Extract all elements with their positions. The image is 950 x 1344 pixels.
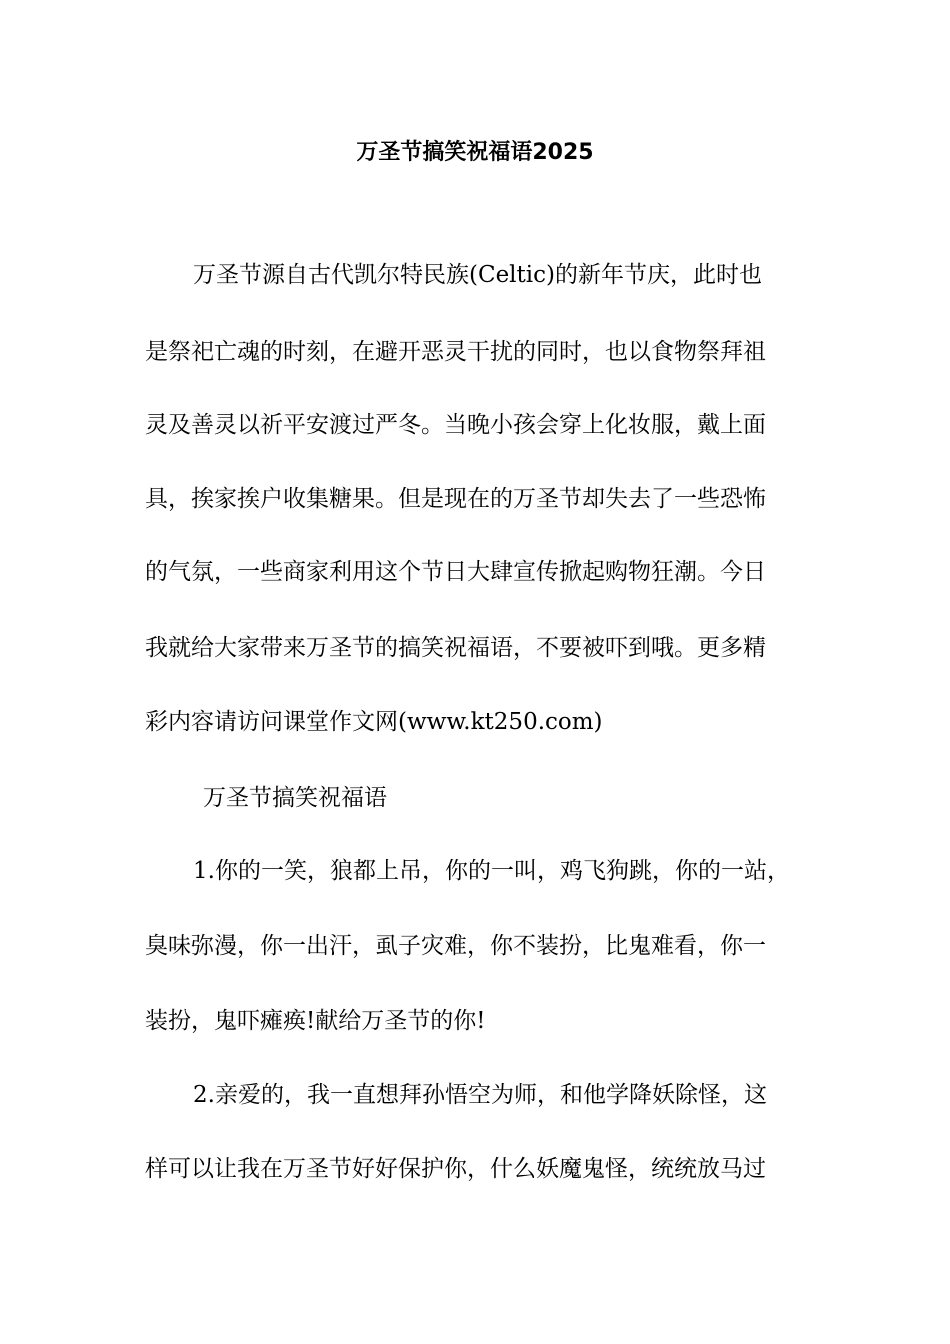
intro-line-6: 我就给大家带来万圣节的搞笑祝福语，不要被吓到哦。更多精: [145, 635, 766, 661]
intro-line-4: 具，挨家挨户收集糖果。但是现在的万圣节却失去了一些恐怖: [145, 486, 766, 512]
intro-line-2: 是祭祀亡魂的时刻，在避开恶灵干扰的同时，也以食物祭拜祖: [145, 339, 766, 365]
item2-line-2: 样可以让我在万圣节好好保护你，什么妖魔鬼怪，统统放马过: [145, 1156, 766, 1182]
document-title: 万圣节搞笑祝福语2025: [356, 140, 594, 165]
intro-line-1: 万圣节源自古代凯尔特民族(Celtic)的新年节庆，此时也: [193, 262, 762, 288]
item1-line-1: 1.你的一笑，狼都上吊，你的一叫，鸡飞狗跳，你的一站，: [193, 858, 790, 884]
intro-line-7: 彩内容请访问课堂作文网(www.kt250.com): [145, 709, 603, 735]
section-subheading: 万圣节搞笑祝福语: [203, 785, 387, 811]
item2-line-1: 2.亲爱的，我一直想拜孙悟空为师，和他学降妖除怪，这: [193, 1082, 767, 1108]
item1-line-2: 臭味弥漫，你一出汗，虱子灾难，你不装扮，比鬼难看，你一: [145, 933, 766, 959]
intro-line-3: 灵及善灵以祈平安渡过严冬。当晚小孩会穿上化妆服，戴上面: [145, 412, 766, 438]
intro-line-5: 的气氛，一些商家利用这个节日大肆宣传掀起购物狂潮。今日: [145, 559, 766, 585]
item1-line-3: 装扮，鬼吓瘫痪!献给万圣节的你!: [145, 1008, 486, 1034]
